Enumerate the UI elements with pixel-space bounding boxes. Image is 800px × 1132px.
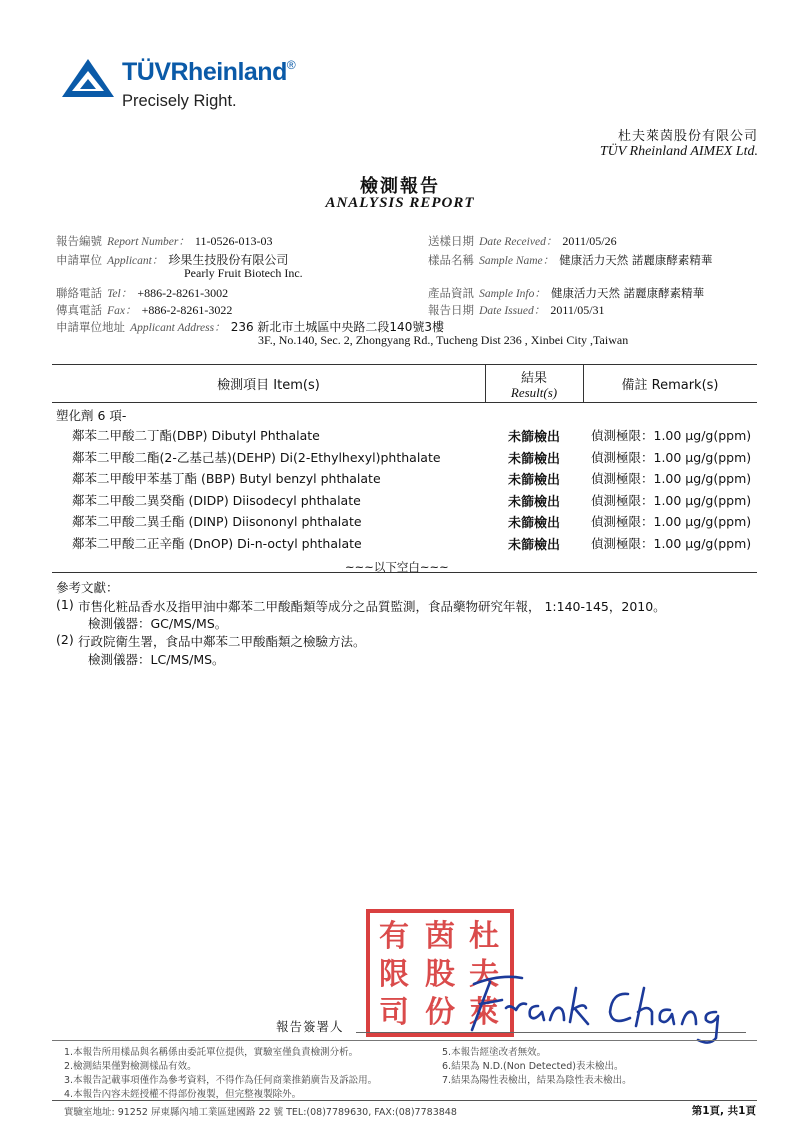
footer-rule bbox=[52, 1100, 757, 1101]
date-received-label-en: Date Received： bbox=[479, 236, 558, 248]
note-5: 5.本報告經塗改者無效。 bbox=[442, 1047, 547, 1058]
svg-text:萊: 萊 bbox=[469, 995, 499, 1030]
result-item-name: 鄰苯二甲酸二正辛酯 (DnOP) Di-n-octyl phthalate bbox=[72, 535, 362, 551]
result-remark: 偵測極限：1.00 μg/g(ppm) bbox=[591, 428, 752, 443]
sample-info-value: 健康活力天然 諾麗康酵素精華 bbox=[550, 286, 705, 300]
sample-name-value: 健康活力天然 諾麗康酵素精華 bbox=[559, 253, 713, 267]
svg-text:司: 司 bbox=[379, 995, 409, 1030]
applicant-label-en: Applicant： bbox=[107, 255, 164, 267]
reference-1-num: (1) bbox=[56, 597, 74, 612]
note-2: 2.檢測結果僅對檢測樣品有效。 bbox=[64, 1061, 197, 1072]
references-title: 參考文獻： bbox=[56, 580, 119, 595]
result-item-name: 鄰苯二甲酸二異壬酯 (DINP) Diisononyl phthalate bbox=[72, 514, 362, 529]
report-number-value: 11-0526-013-03 bbox=[194, 234, 273, 248]
sample-info-label-en: Sample Info： bbox=[479, 288, 546, 300]
note-7: 7.結果為陽性表檢出，結果為陰性表未檢出。 bbox=[442, 1075, 632, 1086]
svg-text:有: 有 bbox=[379, 919, 409, 954]
note-6: 6.結果為 N.D.(Non Detected)表未檢出。 bbox=[442, 1061, 624, 1072]
applicant-label-zh: 申請單位 bbox=[56, 253, 102, 267]
table-header-rule bbox=[52, 402, 757, 403]
date-received-row bbox=[428, 230, 617, 249]
report-number-label-en: Report Number： bbox=[107, 236, 190, 248]
result-value: 未篩檢出 bbox=[507, 473, 560, 488]
table-header-remark: 備註 Remark(s) bbox=[621, 378, 719, 393]
date-issued-label-zh: 報告日期 bbox=[428, 303, 474, 317]
sample-name-label-zh: 樣品名稱 bbox=[428, 253, 474, 267]
note-1: 1.本報告所用樣品與名稱係由委託單位提供，實驗室僅負責檢測分析。 bbox=[64, 1047, 359, 1058]
sample-info-label-zh: 產品資訊 bbox=[428, 286, 474, 300]
result-item-name: 鄰苯二甲酸二異癸酯 (DIDP) Diisodecyl phthalate bbox=[72, 492, 361, 508]
registered-mark: ® bbox=[286, 58, 296, 72]
svg-text:股: 股 bbox=[425, 957, 455, 992]
result-remark: 偵測極限：1.00 μg/g(ppm) bbox=[591, 471, 752, 486]
tel-label-en: Tel： bbox=[107, 288, 133, 300]
date-received-label-zh: 送樣日期 bbox=[428, 234, 474, 248]
result-value: 未篩檢出 bbox=[507, 494, 560, 510]
tuv-triangle-icon bbox=[60, 57, 116, 99]
table-top-rule bbox=[52, 364, 757, 365]
tel-label-zh: 聯絡電話 bbox=[56, 286, 102, 300]
applicant-value-en: Pearly Fruit Biotech Inc. bbox=[184, 266, 303, 280]
date-issued-label-en: Date Issued： bbox=[479, 305, 546, 317]
page-number: 第1頁, 共1頁 bbox=[691, 1105, 756, 1117]
svg-text:茵: 茵 bbox=[425, 919, 455, 954]
address-value-zh: 236 新北市土城區中央路二段140號3樓 bbox=[230, 320, 444, 334]
report-number-label-zh: 報告編號 bbox=[56, 234, 102, 248]
group-title: 塑化劑 6 項- bbox=[56, 408, 127, 423]
company-name-zh: 杜夫萊茵股份有限公司 bbox=[617, 129, 758, 144]
reference-2-text: 行政院衛生署，食品中鄰苯二甲酸酯類之檢驗方法。 bbox=[78, 634, 366, 649]
table-header-result-zh: 結果 bbox=[520, 371, 547, 386]
result-item-name: 鄰苯二甲酸甲苯基丁酯 (BBP) Butyl benzyl phthalate bbox=[72, 471, 381, 486]
note-3: 3.本報告記載事項僅作為參考資料，不得作為任何商業推銷廣告及訴訟用。 bbox=[64, 1075, 378, 1086]
result-value: 未篩檢出 bbox=[507, 537, 560, 553]
reference-1-instrument: 檢測儀器：GC/MS/MS。 bbox=[88, 616, 228, 631]
reference-2-instrument: 檢測儀器：LC/MS/MS。 bbox=[88, 652, 225, 667]
address-label-zh: 申請單位地址 bbox=[56, 320, 125, 334]
handwritten-signature bbox=[460, 968, 750, 1048]
svg-text:杜: 杜 bbox=[469, 919, 499, 954]
end-of-results-marker: ~~~以下空白~~~ bbox=[345, 560, 449, 574]
result-value: 未篩檢出 bbox=[507, 430, 560, 445]
table-header-item: 檢測項目 Item(s) bbox=[217, 378, 320, 393]
svg-text:限: 限 bbox=[379, 957, 409, 992]
applicant-value-zh: 珍果生技股份有限公司 bbox=[168, 253, 289, 267]
note-4: 4.本報告內容未經授權不得部份複製，但完整複製除外。 bbox=[64, 1089, 302, 1100]
date-issued-row bbox=[428, 299, 605, 318]
svg-text:份: 份 bbox=[425, 995, 455, 1030]
result-value: 未篩檢出 bbox=[507, 451, 560, 467]
fax-label-en: Fax： bbox=[107, 305, 137, 317]
result-remark: 偵測極限：1.00 μg/g(ppm) bbox=[591, 492, 752, 508]
reference-2-num: (2) bbox=[56, 632, 74, 647]
sample-name-row bbox=[428, 249, 712, 268]
report-title-en: ANALYSIS REPORT bbox=[325, 195, 475, 211]
signatory-label: 報告簽署人 bbox=[276, 1019, 344, 1034]
notes-top-rule bbox=[52, 1040, 757, 1041]
result-remark: 偵測極限：1.00 μg/g(ppm) bbox=[591, 535, 752, 551]
result-remark: 偵測極限：1.00 μg/g(ppm) bbox=[591, 514, 752, 529]
result-item-name: 鄰苯二甲酸二丁酯(DBP) Dibutyl Phthalate bbox=[72, 428, 320, 443]
company-name-en: TÜV Rheinland AIMEX Ltd. bbox=[599, 144, 758, 159]
lab-address: 實驗室地址: 91252 屏東縣內埔工業區建國路 22 號 TEL:(08)7789630, FAX:(08)7783848 bbox=[64, 1107, 457, 1118]
date-issued-value: 2011/05/31 bbox=[550, 303, 605, 317]
result-remark: 偵測極限：1.00 μg/g(ppm) bbox=[591, 449, 752, 465]
reference-1-text: 市售化粧品香水及指甲油中鄰苯二甲酸酯類等成分之品質監測，食品藥物研究年報， 1:140-145，2010。 bbox=[78, 599, 666, 614]
report-number-row bbox=[56, 230, 272, 249]
result-item-name: 鄰苯二甲酸二酯(2-乙基己基)(DEHP) Di(2-Ethylhexyl)phthalate bbox=[72, 449, 441, 465]
tel-value: +886-2-8261-3002 bbox=[137, 286, 229, 300]
fax-label-zh: 傳真電話 bbox=[56, 303, 102, 317]
fax-value: +886-2-8261-3022 bbox=[141, 303, 233, 317]
result-value: 未篩檢出 bbox=[507, 516, 560, 531]
brand-tagline: Precisely Right. bbox=[122, 92, 237, 110]
report-title-zh: 檢測報告 bbox=[360, 176, 440, 197]
svg-text:夫: 夫 bbox=[469, 957, 499, 992]
brand-name: TÜVRheinland bbox=[122, 58, 287, 86]
address-value-en: 3F., No.140, Sec. 2, Zhongyang Rd., Tucheng Dist 236 , Xinbei City ,Taiwan bbox=[258, 333, 629, 347]
table-header-result-en: Result(s) bbox=[510, 385, 558, 400]
sample-name-label-en: Sample Name： bbox=[479, 255, 555, 267]
date-received-value: 2011/05/26 bbox=[562, 234, 617, 248]
address-label-en: Applicant Address： bbox=[130, 322, 226, 334]
table-bottom-rule bbox=[52, 572, 757, 573]
